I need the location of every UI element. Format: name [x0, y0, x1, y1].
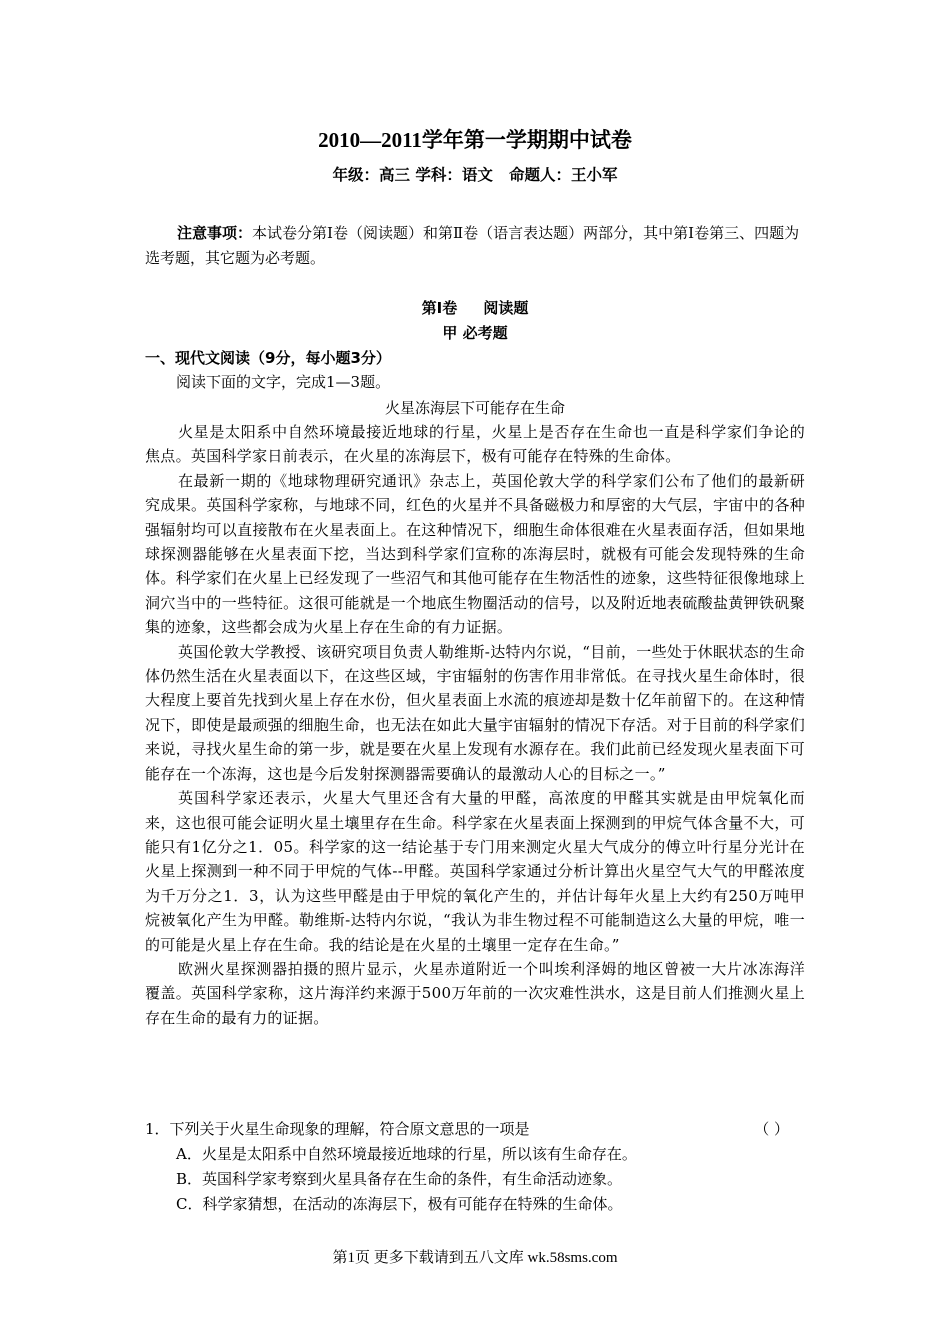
question-1 [145, 1117, 805, 1217]
exam-subtitle: 年级：高三 学科：语文 命题人：王小军 [332, 166, 618, 184]
article-body [145, 420, 805, 1030]
article-paragraph: 火星是太阳系中自然环境最接近地球的行星，火星上是否存在生命也一直是科学家们争论的焦点。英国科学家日前表示，在火星的冻海层下，极有可能存在特殊的生命体。 [145, 423, 805, 466]
article-paragraph: 欧洲火星探测器拍摄的照片显示，火星赤道附近一个叫埃利泽姆的地区曾被一大片冰冻海洋覆盖。英国科学家称，这片海洋约来源于500万年前的一次灾难性洪水，这是目前人们推测火星上存在生命的最有力的证据。 [145, 959, 805, 1027]
notice-paragraph [145, 221, 805, 271]
article-paragraph: 在最新一期的《地球物理研究通讯》杂志上，英国伦敦大学的科学家们公布了他们的最新研究成果。英国科学家称，与地球不同，红色的火星并不具备磁极力和厚密的大气层，宇宙中的各种强辐射均可以直接散布在火星表面上。在这种情况下，细胞生命体很难在火星表面存活，但如果地球探测器能够在火星表面下挖，当达到科学家们宣称的冻海层时，就极有可能会发现特殊的生命体。科学家们在火星上已经发现了一些沼气和其他可能存在生物活性的迹象，这些特征很像地球上洞穴当中的一些特征。这很可能就是一个地底生物圈活动的信号，以及附近地表硫酸盐黄钾铁矾聚集的迹象，这些都会成为火星上存在生命的有力证据。 [145, 471, 805, 637]
exam-title: 2010—2011学年第一学期期中试卷 [318, 128, 632, 152]
option-c: C．科学家猜想，在活动的冻海层下，极有可能存在特殊的生命体。 [176, 1195, 623, 1213]
option-b: B．英国科学家考察到火星具备存在生命的条件，有生命活动迹象。 [176, 1170, 623, 1188]
notice-label: 注意事项： [177, 224, 253, 242]
section-instruction: 阅读下面的文字，完成1—3题。 [176, 373, 391, 391]
volume-title: 第Ⅰ卷 阅读题 [421, 299, 529, 317]
question-stem-text: 1．下列关于火星生命现象的理解，符合原文意思的一项是 [145, 1120, 530, 1138]
article-title: 火星冻海层下可能存在生命 [384, 399, 565, 417]
option-a: A．火星是太阳系中自然环境最接近地球的行星，所以该有生命存在。 [176, 1145, 637, 1163]
section-heading: 一、现代文阅读（9分，每小题3分） [145, 349, 391, 367]
article-paragraph: 英国科学家还表示，火星大气里还含有大量的甲醛，高浓度的甲醛其实就是由甲烷氧化而来，这也很可能会证明火星土壤里存在生命。科学家在火星表面上探测到的甲烷气体含量不大，可能只有1亿分之1．05。科学家的这一结论基于专门用来测定火星大气成分的傅立叶行星分光计在火星上探测到一种不同于甲烷的气体--甲醛。英国科学家通过分析计算出火星空气大气的甲醛浓度为千万分之1．3，认为这些甲醛是由于甲烷的氧化产生的，并估计每年火星上大约有250万吨甲烷被氧化产生为甲醛。勒维斯-达特内尔说，“我认为非生物过程不可能制造这么大量的甲烷，唯一的可能是火星上存在生命。我的结论是在火星的土壤里一定存在生命。” [145, 789, 805, 954]
question-stem [145, 1117, 805, 1142]
article-paragraph: 英国伦敦大学教授、该研究项目负责人勒维斯-达特内尔说，“目前，一些处于休眠状态的生命体仍然生活在火星表面以下，在这些区域，宇宙辐射的伤害作用非常低。在寻找火星生命体时，很大程度上要首先找到火星上存在水份，但火星表面上水流的痕迹却是数十亿年前留下的。在这种情况下，即使是最顽强的细胞生命，也无法在如此大量宇宙辐射的情况下存活。对于目前的科学家们来说，寻找火星生命的第一步，就是要在火星上发现有水源存在。我们此前已经发现火星表面下可能存在一个冻海，这也是今后发射探测器需要确认的最激动人心的目标之一。” [145, 642, 805, 783]
notice-text: 本试卷分第Ⅰ卷（阅读题）和第Ⅱ卷（语言表达题）两部分，其中第Ⅰ卷第三、四题为选考题，其它题为必考题。 [145, 224, 800, 267]
answer-blank: （ ） [754, 1120, 789, 1138]
page-footer: 第1页 更多下载请到五八文库 wk.58sms.com [332, 1250, 618, 1266]
part-title: 甲 必考题 [442, 324, 508, 342]
